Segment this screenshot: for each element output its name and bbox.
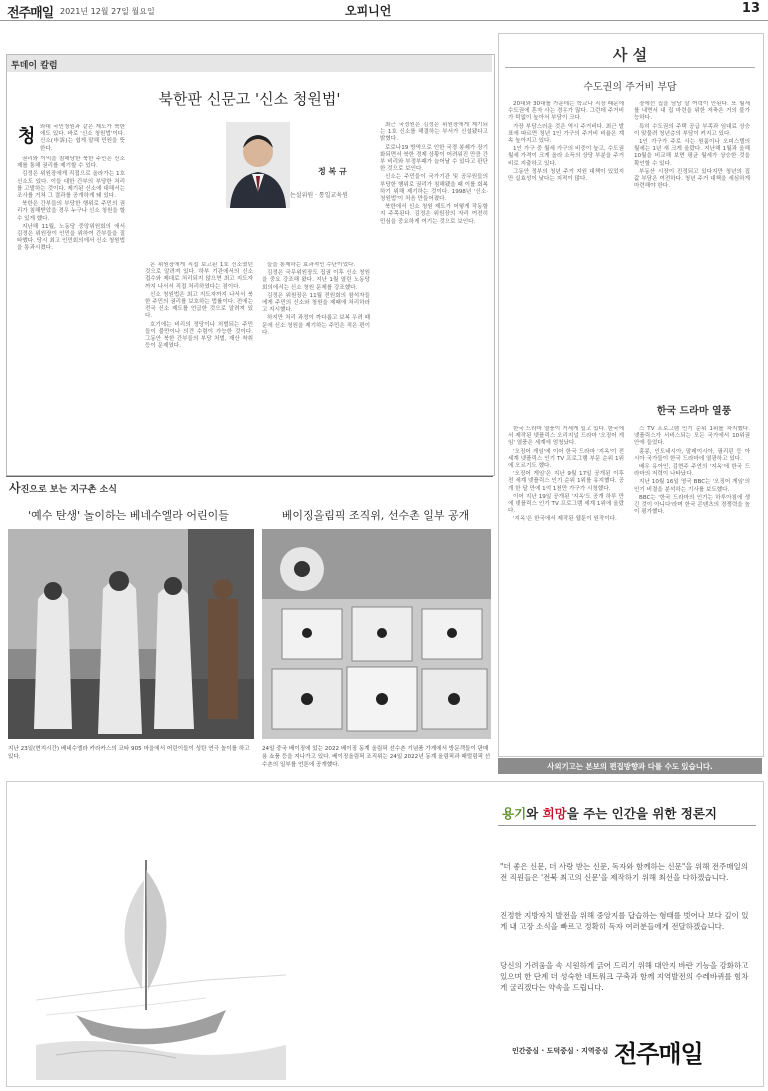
author-name: 정 복 규 — [318, 167, 347, 176]
editorial2-col1 — [508, 426, 624, 751]
column-lead: 와대 국민청원과 같은 제도가 북한에도 있다. 바로 '신소 청원법'이다. 신소(申訴)는 쉽게 말해 민원을 뜻한다. — [40, 124, 125, 152]
paragraph: 북한은 간부들의 부당한 행위로 주민의 권리가 침해받았을 경우 누구나 신소 청원을 할 수 있게 했다. — [17, 201, 125, 222]
column-col1 — [17, 156, 125, 440]
ad-slogan — [502, 804, 717, 822]
editorial2-col2 — [634, 426, 750, 751]
ad-paragraph-2: 진정한 지방자치 발전을 위해 중앙지를 답습하는 형태를 벗어나 보다 깊이 있게 내 고장 소식을 빠르고 정확히 독자 여러분들에게 전달하겠습니다. — [500, 911, 749, 931]
photo-news-label — [9, 479, 117, 496]
editorial-banner: 사 설 — [612, 46, 648, 64]
column-col2 — [145, 262, 253, 440]
editorial-title-1: 수도권의 주거비 부담 — [583, 82, 677, 93]
photo-story1-title: '예수 탄생' 놀이하는 베네수엘라 어린이들 — [28, 509, 229, 522]
paragraph: 호기에는 비리의 정당이나 처벌되는 주민들이 불만이나 의견 수렴이 가능한 것이다. 그동안 북한 간부들의 부당 처벌, 재산 착취 등이 문제였다. — [145, 321, 253, 350]
ad-paragraph-1: "더 좋은 신문, 더 사랑 받는 신문, 독자와 함께하는 신문"을 위해 전주매일의 전 직원들은 '전북 최고의 신문'을 제작하기 위해 최선을 다하겠습니다. — [500, 862, 748, 882]
column-col3 — [262, 262, 370, 440]
paragraph: 특히 수도권의 주택 공급 부족과 임대료 상승이 맞물려 청년층의 부담이 커지고 있다. — [634, 123, 750, 137]
editorial-banner-rule — [505, 67, 755, 68]
photo-news-rule — [6, 476, 493, 477]
author-title: 논설위원 · 통일교육원 — [290, 192, 348, 199]
editorial-notice: 사외기고는 본보의 편집방향과 다를 수도 있습니다. — [547, 762, 713, 771]
ad-footer-tagline: 인간중심 · 도덕중심 · 지역중심 — [512, 1047, 609, 1055]
ad-slogan-courage: 용기 — [502, 806, 527, 821]
masthead-logo: 전주매일 — [7, 6, 54, 21]
paragraph: 신소 청원법은 최고 지도자까지 나서서 북한 주민의 권리를 보호하는 법률이다. 전에는 전국 신소 제도를 언급한 것으로 알려져 있다. — [145, 291, 253, 320]
paragraph: 지난해 11월, 노동당 중앙위원회의 에서 김정은 위원장이 인민을 위하여 간부들을 질타했다. 당시 최고 인민회의에서 신소 청원법을 통과시켰다. — [17, 223, 125, 252]
paragraph: 하지만 처리 과정이 까다롭고 보복 우려 때문에 신소 청원을 제기하는 주민은 적은 편이다. — [262, 315, 370, 336]
paragraph: 부동산 시장이 진정되고 있다지만 청년의 집값 부담은 여전하다. 청년 주거 대책을 세심하게 마련해야 한다. — [634, 168, 750, 190]
photo-story2-caption: 24일 중국 베이징에 있는 2022 베이징 동계 올림픽 선수촌 기념품 가게에서 방문객들이 판매용 쇼품 등을 지나가고 있다. 베이징올림픽 조직위는 24일 2022년 동계 올림픽과 패럴림픽 선수촌의 일부를 언론에 공개했다. — [262, 746, 491, 768]
paragraph: 스 TV 프로그램 인기 순위 1위를 차지했다. 넷플릭스가 서비스되는 모든 국가에서 10위권 안에 들었다. — [634, 426, 750, 447]
paragraph: '지옥'은 한국에서 제작된 웹툰이 원작이다. — [513, 516, 617, 523]
paragraph: 배우 유아인, 김현주 주연의 '지옥'에 한국 드라마의 저력이 나타났다. — [634, 464, 750, 478]
paragraph: 지난 10월 16일 영국 BBC는 '오징어 게임'의 인기 비결을 분석하는 기사를 보도했다. — [634, 479, 750, 493]
paragraph: 장에선 집을 담당 살 여력이 안된다. 또 월세를 내면서 내 집 마련을 위한 저축은 거의 불가능하다. — [634, 101, 750, 122]
paragraph: 1인 가구가 주로 사는 원룸이나 오피스텔의 월세는 1년 새 크게 올랐다. 지난해 1월과 올해 10월을 비교해 보면 평균 월세가 상승한 것을 확인할 수 있다. — [634, 139, 750, 167]
photo-story2-image — [262, 529, 491, 739]
ad-boat-illustration — [36, 840, 286, 1080]
paragraph: 들을 통제하는 효과적인 수단이었다. — [267, 262, 356, 268]
paragraph: BBC는 '한국 드라마의 인기는 하루아침에 생긴 것이 아니다'라며 한국 콘텐츠의 경쟁력을 높이 평가했다. — [634, 494, 750, 516]
photo-story1-caption: 지난 23일(현지시간) 베네수엘라 카라카스의 코타 905 마을에서 어린이들이 성탄 연극 놀이를 하고 있다. — [8, 746, 250, 760]
ad-paragraph-3: 당신의 가려움을 속 시원하게 긁어 드리기 위해 대안지 바란 기능을 강화하고 있으며 한 단계 더 성숙한 네트워크 구축과 함께 지역발전의 수레바퀴를 힘차게 굴리겠다는 약속을 드립니다. — [500, 961, 749, 992]
paragraph: 신소는 주민들이 국가기관 및 공무원들의 부당한 행위로 권리가 침해됐을 때 이를 회복하기 위해 제기하는 것이다. 1998년 '신소·청원법'이 처음 만들어졌다. — [380, 174, 488, 203]
paragraph: 김정은 위원장에게 직접으로 올라가는 1호 신소도 있다. 이들 대한 간부의 부당한 처리를 고발하는 것이다. 제기된 신소에 대해서는 조사를 거쳐 그 결과를 공개하게 돼 있다. — [17, 171, 125, 200]
column-kicker-bar — [7, 55, 492, 72]
editorial1-col1 — [508, 101, 624, 361]
ad-slogan-joiner: 와 — [526, 806, 543, 821]
paragraph: 그동안 정부의 청년 주거 지원 대책이 있었지만 실효성이 낮다는 지적이 많다. — [508, 168, 624, 183]
ad-slogan-rest: 을 주는 인간을 위한 정론지 — [566, 806, 717, 821]
paragraph: 가장 부담스러운 것은 역시 주거비다. 최근 발표에 따르면 청년 1인 가구의 주거비 비율은 계속 높아지고 있다. — [508, 123, 624, 145]
paragraph: '오징어 게임'은 지난 9월 17일 공개된 이후 전 세계 넷플릭스 인기 순위 1위를 유지했다. 공개 한 달 만에 1억 1천만 가구가 시청했다. — [508, 471, 624, 492]
paragraph: 로로나19 방역으로 인한 국경 봉쇄가 장기화되면서 북한 경제 상황이 어려워진 만큼 간부 비리와 부정부패가 늘어날 수 있다고 판단한 것으로 보인다. — [380, 144, 488, 173]
ad-footer-logo: 전주매일 — [614, 1039, 703, 1068]
column-col4 — [380, 122, 488, 440]
editorial-title-2: 한국 드라마 열풍 — [656, 406, 732, 417]
paragraph: 김정은 위원장은 11월 전원회의 참석자들에게 주민의 신소와 청원을 제때에 처리하라고 지시했다. — [262, 292, 370, 314]
photo-story1-image — [8, 529, 254, 739]
photo-news-label-rest: 진으로 보는 지구촌 소식 — [20, 485, 117, 495]
author-photo — [226, 122, 290, 208]
issue-date: 2021년 12월 27일 월요일 — [60, 7, 155, 16]
section-title: 오피니언 — [345, 4, 392, 18]
dropcap: 청 — [18, 126, 36, 147]
paragraph: 북한에서 신소 청원 제도가 어떻게 작동할지 주목된다. 김정은 위원장의 자리 여전히 민심을 중요하게 여기는 것으로 보인다. — [380, 204, 488, 225]
paragraph: 온 위원장에게 직접 보고된 1호 신소였던 것으로 알려져 있다. 하부 기관에서의 신소 접수와 제대로 처리되지 않으면 최고 지도자까지 나서서 직접 처리하였다는 점이다. — [145, 262, 253, 290]
paragraph: 1인 가구 중 월세 가구의 비중이 높고, 수도권 월세 가격이 크게 올라 소득의 상당 부분을 주거비로 지출하고 있다. — [508, 146, 624, 167]
paragraph: 홍콩, 인도네시아, 말레이시아, 필리핀 등 아시아 국가들이 한국 드라마에 열광하고 있다. — [634, 448, 750, 462]
column-title: 북한판 신문고 '신소 청원법' — [158, 90, 341, 108]
paragraph: 20대와 30대를 가운데는 학교나 직장 때문에 수도권에 혼자 사는 경우가 많다. 그런데 주거비가 턱없이 높아서 부담이 크다. — [508, 101, 624, 122]
ad-slogan-hope: 희망 — [542, 806, 567, 821]
editorial1-col2 — [634, 101, 750, 361]
column-kicker: 투데이 칼럼 — [11, 61, 58, 71]
paragraph: 권리와 이익을 침해당한 북한 주민은 신소제를 통해 권리를 제기할 수 있다. — [17, 156, 125, 170]
paragraph: 최근 국정원은 김정은 위원장에게 제기되는 1호 신소를 해결하는 부서가 신설됐다고 밝혔다. — [380, 122, 488, 143]
page-number: 13 — [741, 1, 760, 16]
photo-story2-title: 베이징올림픽 조직위, 선수촌 일부 공개 — [281, 509, 470, 522]
ad-slogan-rule — [498, 825, 756, 826]
paragraph: 김정은 국무위원장도 집권 이후 신소 청원을 중요 강조해 왔다. 지난 1월 열린 노동당 회의에서는 신소 청원 문제를 강조했다. — [262, 270, 370, 291]
paragraph: 한국 드라마 열풍이 거세게 일고 있다. 한국에서 제작된 넷플릭스 오리지널 드라마 '오징어 게임' 열풍은 세계에 엄청났다. — [508, 426, 624, 447]
paragraph: 이어 지난 19일 공개된 '지옥'도 공개 하루 만에 넷플릭스 인기 TV 프로그램 세계 1위에 올랐다. — [508, 493, 624, 515]
paragraph: '오징어 게임'에 이어 한국 드라마 '지옥'이 전 세계 넷플릭스 인기 TV 프로그램 부문 순위 1위에 오르기도 했다. — [508, 448, 624, 470]
photo-news-label-first: 사 — [9, 481, 21, 495]
